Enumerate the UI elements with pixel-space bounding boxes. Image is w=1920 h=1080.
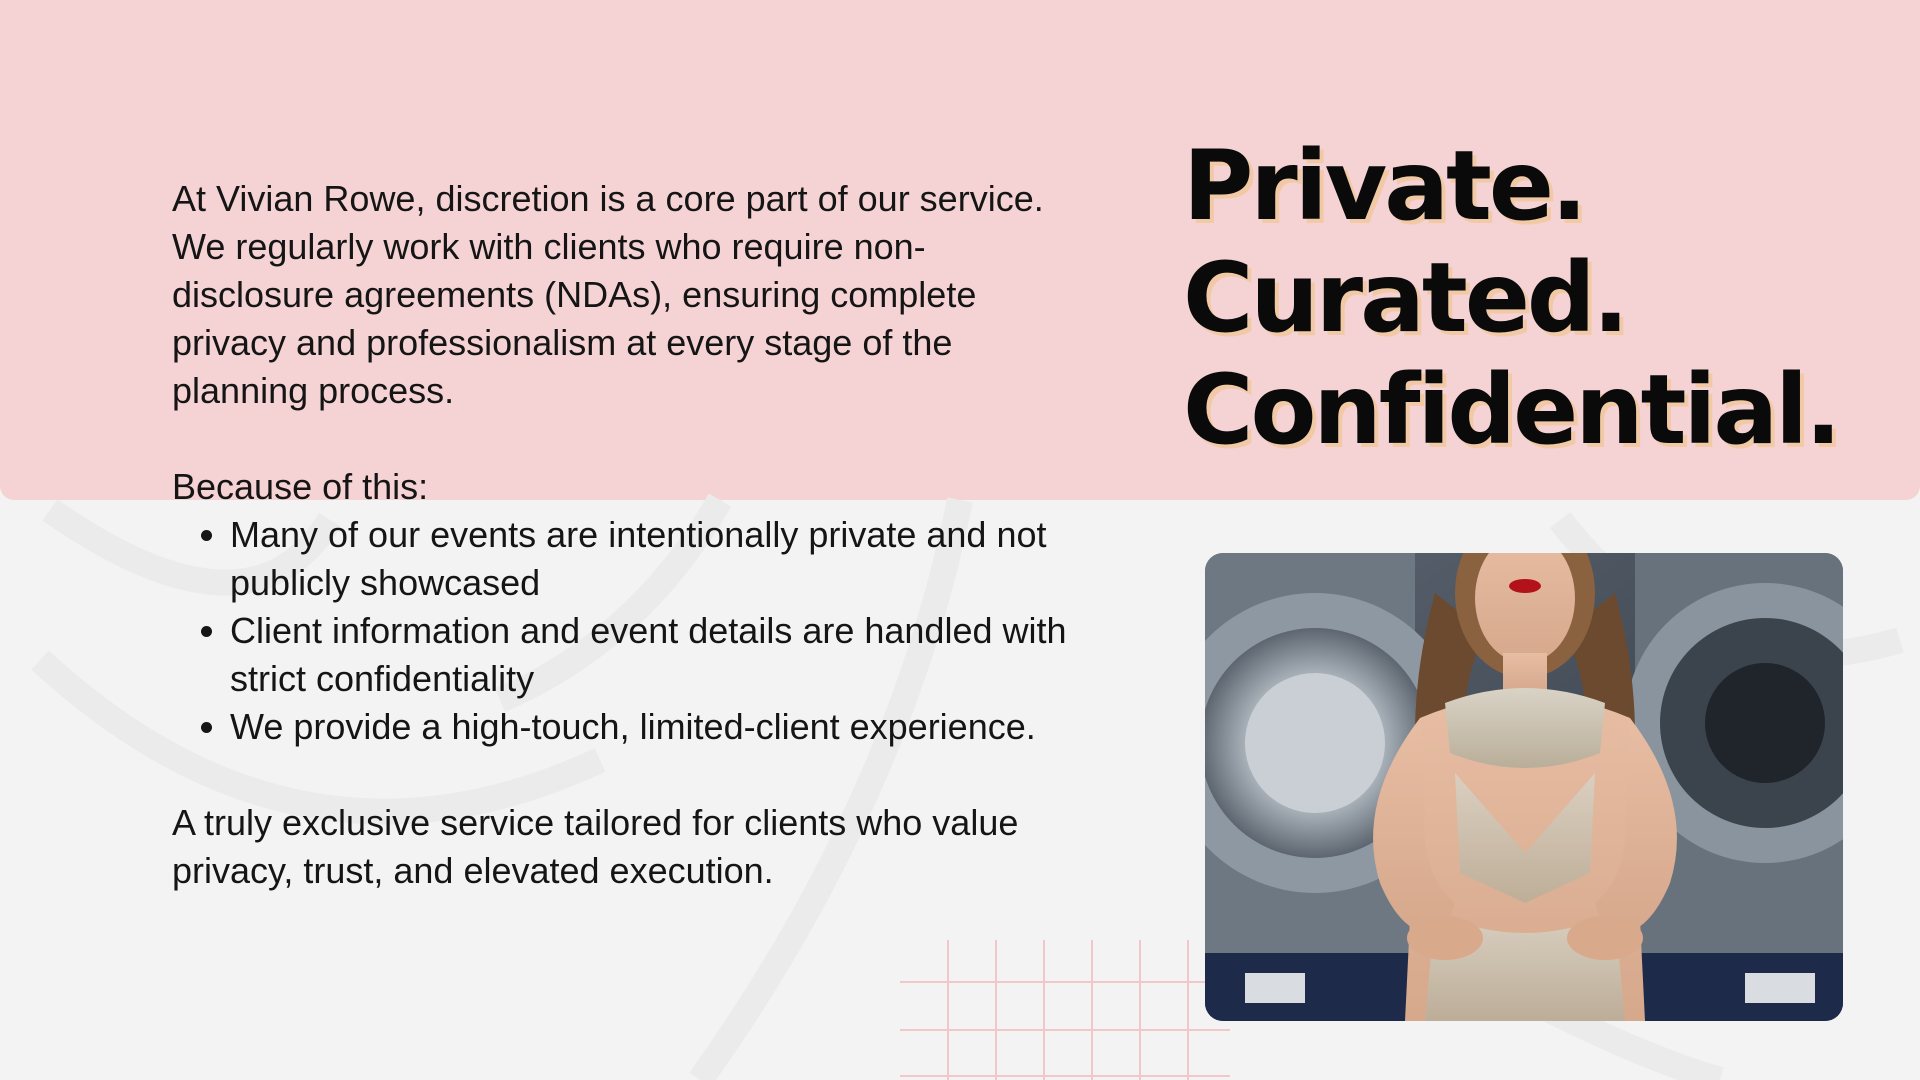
grid-lines-decoration	[900, 940, 1230, 1080]
headline-line-curated: Curated.	[1183, 242, 1627, 354]
body-copy	[172, 175, 1072, 895]
list-item: • Client information and event details are handled with strict confidentiality	[230, 607, 1072, 703]
headline	[1183, 130, 1903, 466]
confidentiality-list	[172, 511, 1072, 751]
because-heading: Because of this:	[172, 466, 429, 507]
headline-line-confidential: Confidential.	[1183, 354, 1839, 466]
model-photo	[1205, 553, 1843, 1021]
model-portrait-image	[1205, 553, 1843, 1021]
intro-discretion-text: At Vivian Rowe, discretion is a core part of our service.	[172, 178, 1044, 219]
headline-line-private: Private.	[1183, 130, 1585, 242]
list-item: • We provide a high-touch, limited-client experience.	[230, 703, 1072, 751]
closing-statement: A truly exclusive service tailored for clients who value privacy, trust, and elevated execution.	[172, 802, 1019, 891]
intro-nda-text: We regularly work with clients who require non-disclosure agreements (NDAs), ensuring complete privacy and professionalism at every stage of the planning process.	[172, 226, 977, 411]
list-item: • Many of our events are intentionally private and not publicly showcased	[230, 511, 1072, 607]
